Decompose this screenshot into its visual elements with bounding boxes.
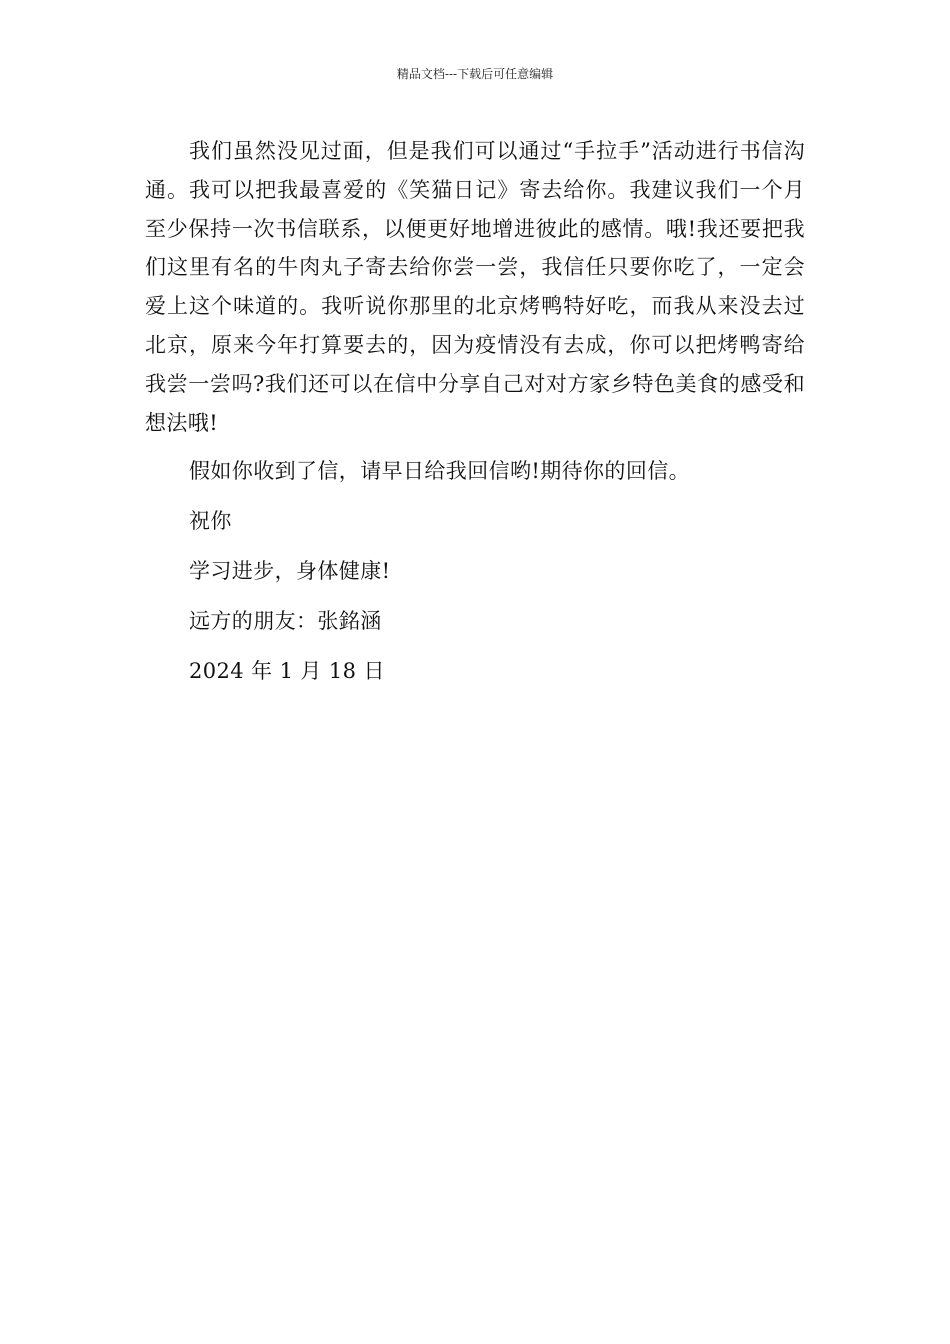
closing-greeting: 祝你 (189, 509, 232, 534)
letter-paragraph-main: 我们虽然没见过面，但是我们可以通过“手拉手”活动进行书信沟通。我可以把我最喜爱的《笑猫日记》寄去给你。我建议我们一个月至少保持一次书信联系，以便更好地增进彼此的感情。哦!我还要把我们这里有名的牛肉丸子寄去给你尝一尝，我信任只要你吃了，一定会爱上这个味道的。我听说你那里的北京烤鸭特好吃，而我从来没去过北京，原来今年打算要去的，因为疫情没有去成，你可以把烤鸭寄给我尝一尝吗?我们还可以在信中分享自己对对方家乡特色美食的感受和想法哦! (145, 139, 805, 435)
letter-paragraph-request: 假如你收到了信，请早日给我回信哟!期待你的回信。 (189, 459, 691, 484)
letter-body (145, 132, 805, 690)
signature: 远方的朋友：张銘涵 (189, 608, 382, 633)
page-header: 精品文档---下载后可任意编辑 (396, 67, 554, 81)
letter-date: 2024 年 1 月 18 日 (189, 658, 385, 683)
closing-wish: 学习进步，身体健康! (189, 558, 391, 583)
